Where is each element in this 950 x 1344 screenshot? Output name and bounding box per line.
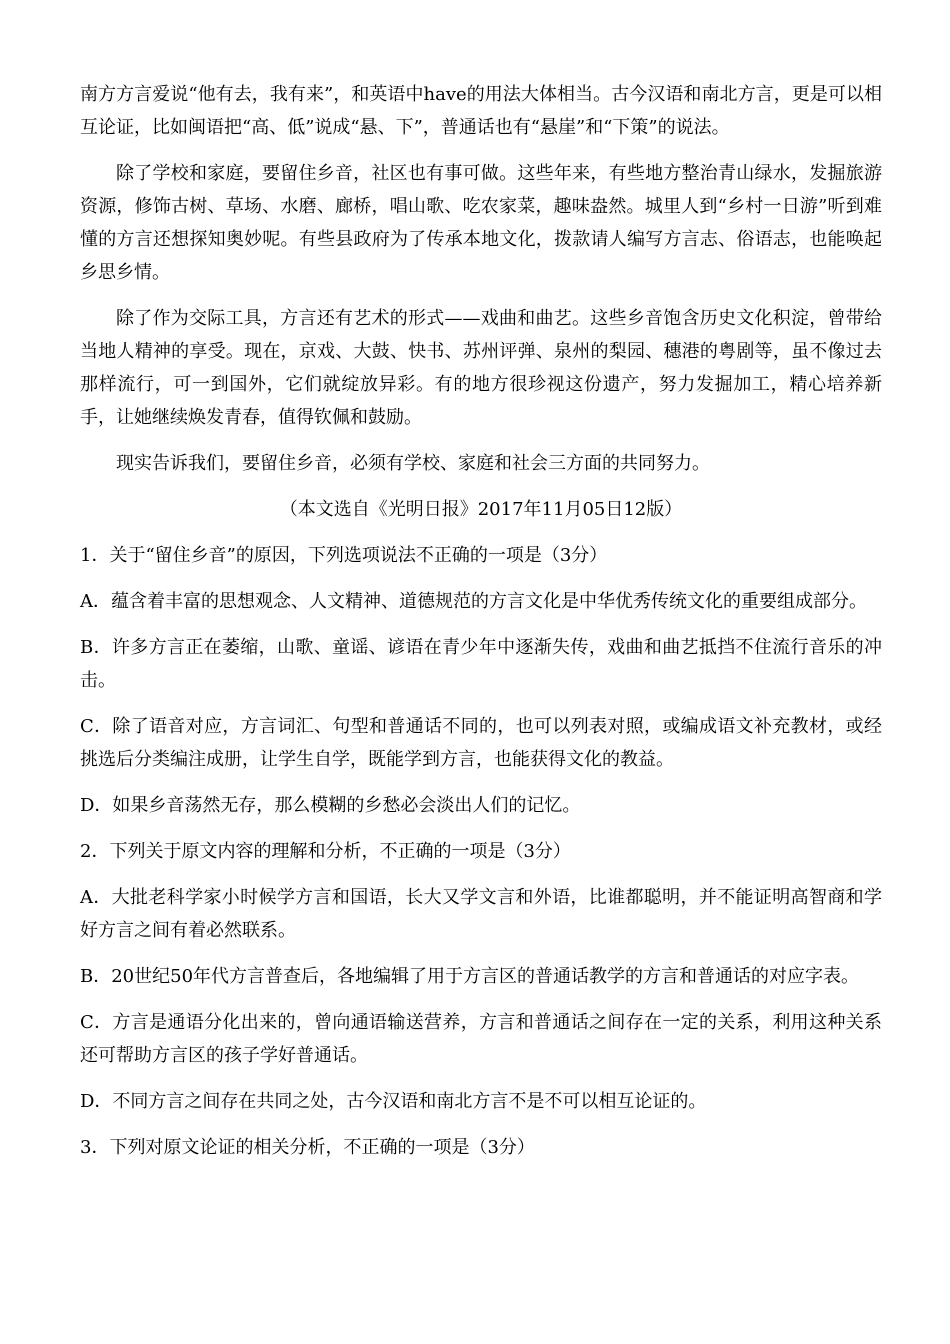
document-page [80,78,882,1164]
question-stem: 1．关于“留住乡音”的原因，下列选项说法不正确的一项是（3分） [80,545,608,566]
option-c: C．除了语音对应，方言词汇、句型和普通话不同的，也可以列表对照，或编成语文补充教材，或经挑选后分类编注成册，让学生自学，既能学到方言，也能获得文化的教益。 [80,716,882,770]
option-d: D．不同方言之间存在共同之处，古今汉语和南北方言不是不可以相互论证的。 [80,1091,707,1112]
article-source: （本文选自《光明日报》2017年11月05日12版） [279,499,683,520]
option-a: A．蕴含着丰富的思想观念、人文精神、道德规范的方言文化是中华优秀传统文化的重要组成部分。 [80,591,867,612]
article-paragraph: 南方方言爱说“他有去，我有来”，和英语中have的用法大体相当。古今汉语和南北方言，更是可以相互论证，比如闽语把“高、低”说成“悬、下”，普通话也有“悬崖”和“下策”的说法。 [80,84,882,138]
question-stem: 2．下列关于原文内容的理解和分析，不正确的一项是（3分） [80,841,571,862]
option-c: C．方言是通语分化出来的，曾向通语输送营养，方言和普通话之间存在一定的关系，利用这种关系还可帮助方言区的孩子学好普通话。 [80,1012,882,1066]
option-b: B．20世纪50年代方言普查后，各地编辑了用于方言区的普通话教学的方言和普通话的对应字表。 [80,966,860,987]
question-stem: 3．下列对原文论证的相关分析，不正确的一项是（3分） [80,1137,535,1158]
option-a: A．大批老科学家小时候学方言和国语，长大又学文言和外语，比谁都聪明，并不能证明高智商和学好方言之间有着必然联系。 [80,887,882,941]
article-paragraph: 现实告诉我们，要留住乡音，必须有学校、家庭和社会三方面的共同努力。 [116,453,710,474]
option-b: B．许多方言正在萎缩，山歌、童谣、谚语在青少年中逐渐失传，戏曲和曲艺抵挡不住流行音乐的冲击。 [80,637,882,691]
option-d: D．如果乡音荡然无存，那么模糊的乡愁必会淡出人们的记忆。 [80,795,581,816]
article-paragraph: 除了学校和家庭，要留住乡音，社区也有事可做。这些年来，有些地方整治青山绿水，发掘旅游资源，修饰古树、草场、水磨、廊桥，唱山歌、吃农家菜，趣味盎然。城里人到“乡村一日游”听到难懂的方言还想探知奥妙呢。有些县政府为了传承本地文化，拨款请人编写方言志、俗语志，也能唤起乡思乡情。 [80,163,882,283]
article-paragraph: 除了作为交际工具，方言还有艺术的形式——戏曲和曲艺。这些乡音饱含历史文化积淀，曾带给当地人精神的享受。现在，京戏、大鼓、快书、苏州评弹、泉州的梨园、穗港的粤剧等，虽不像过去那样流行，可一到国外，它们就绽放异彩。有的地方很珍视这份遗产，努力发掘加工，精心培养新手，让她继续焕发青春，值得钦佩和鼓励。 [80,308,882,428]
